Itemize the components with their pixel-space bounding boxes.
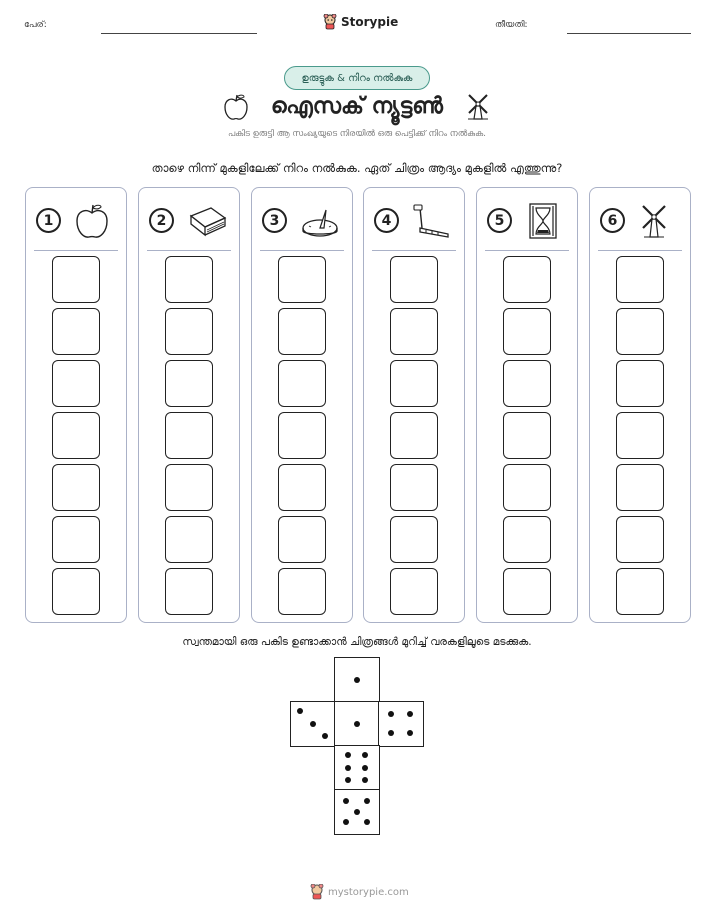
column-1 (25, 187, 127, 623)
column-3 (251, 187, 353, 623)
date-label: തീയതി: (495, 20, 528, 30)
die-pip (310, 721, 316, 727)
column-number: 1 (36, 208, 61, 233)
color-box[interactable] (52, 360, 100, 407)
die-pip (362, 777, 368, 783)
color-box[interactable] (503, 516, 551, 563)
column-header (149, 202, 231, 240)
die-face-1 (334, 657, 380, 703)
column-divider (147, 250, 231, 251)
color-box[interactable] (278, 568, 326, 615)
color-box[interactable] (52, 308, 100, 355)
color-box[interactable] (52, 516, 100, 563)
sundial-icon (300, 202, 340, 244)
die-pip (354, 721, 360, 727)
die-pip (345, 765, 351, 771)
column-number: 2 (149, 208, 174, 233)
column-header (600, 202, 682, 240)
column-number: 4 (374, 208, 399, 233)
die-pip (407, 730, 413, 736)
die-pip (343, 819, 349, 825)
color-box[interactable] (52, 464, 100, 511)
die-pip (388, 730, 394, 736)
windmill-icon (464, 92, 492, 122)
die-pip (388, 711, 394, 717)
column-number: 3 (262, 208, 287, 233)
brand-logo (323, 14, 398, 30)
apple-icon (74, 202, 110, 244)
treadmill-icon (412, 202, 452, 244)
color-box[interactable] (616, 360, 664, 407)
color-box[interactable] (503, 412, 551, 459)
column-number: 6 (600, 208, 625, 233)
color-box[interactable] (616, 412, 664, 459)
color-box[interactable] (616, 568, 664, 615)
color-box[interactable] (616, 308, 664, 355)
name-line[interactable] (101, 33, 257, 34)
column-header (487, 202, 569, 240)
color-box[interactable] (165, 516, 213, 563)
die-face-6 (334, 745, 380, 791)
color-box[interactable] (390, 256, 438, 303)
die-face-5 (334, 789, 380, 835)
date-line[interactable] (567, 33, 691, 34)
column-number: 5 (487, 208, 512, 233)
color-box[interactable] (165, 308, 213, 355)
die-pip (364, 819, 370, 825)
die-pip (354, 677, 360, 683)
color-box[interactable] (503, 360, 551, 407)
color-box[interactable] (278, 516, 326, 563)
book-icon (187, 202, 227, 244)
die-pip (354, 809, 360, 815)
column-divider (260, 250, 344, 251)
color-box[interactable] (165, 568, 213, 615)
column-divider (485, 250, 569, 251)
die-face-1 (334, 701, 380, 747)
page-title: ഐസക് ന്യൂട്ടൺ (270, 94, 444, 119)
die-pip (362, 752, 368, 758)
die-face-4 (378, 701, 424, 747)
die-pip (407, 711, 413, 717)
color-box[interactable] (165, 256, 213, 303)
question-text: താഴെ നിന്ന് മുകളിലേക്ക് നിറം നൽകുക. ഏത് ചിത്രം ആദ്യം മുകളിൽ എത്തുന്നു? (151, 161, 563, 175)
column-header (262, 202, 344, 240)
column-header (36, 202, 118, 240)
color-box[interactable] (165, 412, 213, 459)
color-box[interactable] (165, 360, 213, 407)
die-pip (345, 777, 351, 783)
color-box[interactable] (165, 464, 213, 511)
hourglass-icon (525, 202, 561, 244)
color-box[interactable] (390, 412, 438, 459)
column-divider (598, 250, 682, 251)
color-box[interactable] (390, 360, 438, 407)
color-box[interactable] (52, 568, 100, 615)
footer (310, 884, 409, 900)
die-face-3 (290, 701, 336, 747)
die-instruction: സ്വന്തമായി ഒരു പകിട ഉണ്ടാക്കാൻ ചിത്രങ്ങൾ മുറിച്ച് വരകളിലൂടെ മടക്കുക. (182, 636, 532, 648)
color-box[interactable] (278, 360, 326, 407)
color-box[interactable] (390, 568, 438, 615)
color-box[interactable] (616, 516, 664, 563)
column-5 (476, 187, 578, 623)
windmill-icon (638, 202, 670, 244)
color-box[interactable] (503, 256, 551, 303)
color-box[interactable] (503, 568, 551, 615)
color-box[interactable] (503, 308, 551, 355)
column-header (374, 202, 456, 240)
die-pip (322, 733, 328, 739)
column-4 (363, 187, 465, 623)
color-box[interactable] (52, 412, 100, 459)
color-box[interactable] (52, 256, 100, 303)
column-divider (372, 250, 456, 251)
color-box[interactable] (278, 256, 326, 303)
brand-name: Storypie (341, 15, 399, 29)
activity-badge: ഉരുട്ടുക & നിറം നൽകുക (284, 66, 430, 90)
column-divider (34, 250, 118, 251)
color-box[interactable] (503, 464, 551, 511)
column-2 (138, 187, 240, 623)
name-label: പേര്: (24, 20, 47, 30)
color-box[interactable] (278, 412, 326, 459)
die-pip (343, 798, 349, 804)
storypie-mascot-icon (310, 884, 324, 900)
die-pip (297, 708, 303, 714)
color-box[interactable] (278, 464, 326, 511)
die-pip (364, 798, 370, 804)
page-subtitle: പകിട ഉരുട്ടി ആ സംഖ്യയുടെ നിരയിൽ ഒരു പെട്ടിക്ക് നിറം നൽകുക. (228, 129, 486, 139)
color-box[interactable] (390, 308, 438, 355)
die-pip (362, 765, 368, 771)
apple-icon (222, 92, 250, 122)
color-box[interactable] (278, 308, 326, 355)
column-6 (589, 187, 691, 623)
color-box[interactable] (616, 256, 664, 303)
color-box[interactable] (616, 464, 664, 511)
footer-url[interactable]: mystorypie.com (328, 886, 409, 898)
die-pip (345, 752, 351, 758)
color-box[interactable] (390, 516, 438, 563)
storypie-mascot-icon (323, 14, 337, 30)
color-box[interactable] (390, 464, 438, 511)
